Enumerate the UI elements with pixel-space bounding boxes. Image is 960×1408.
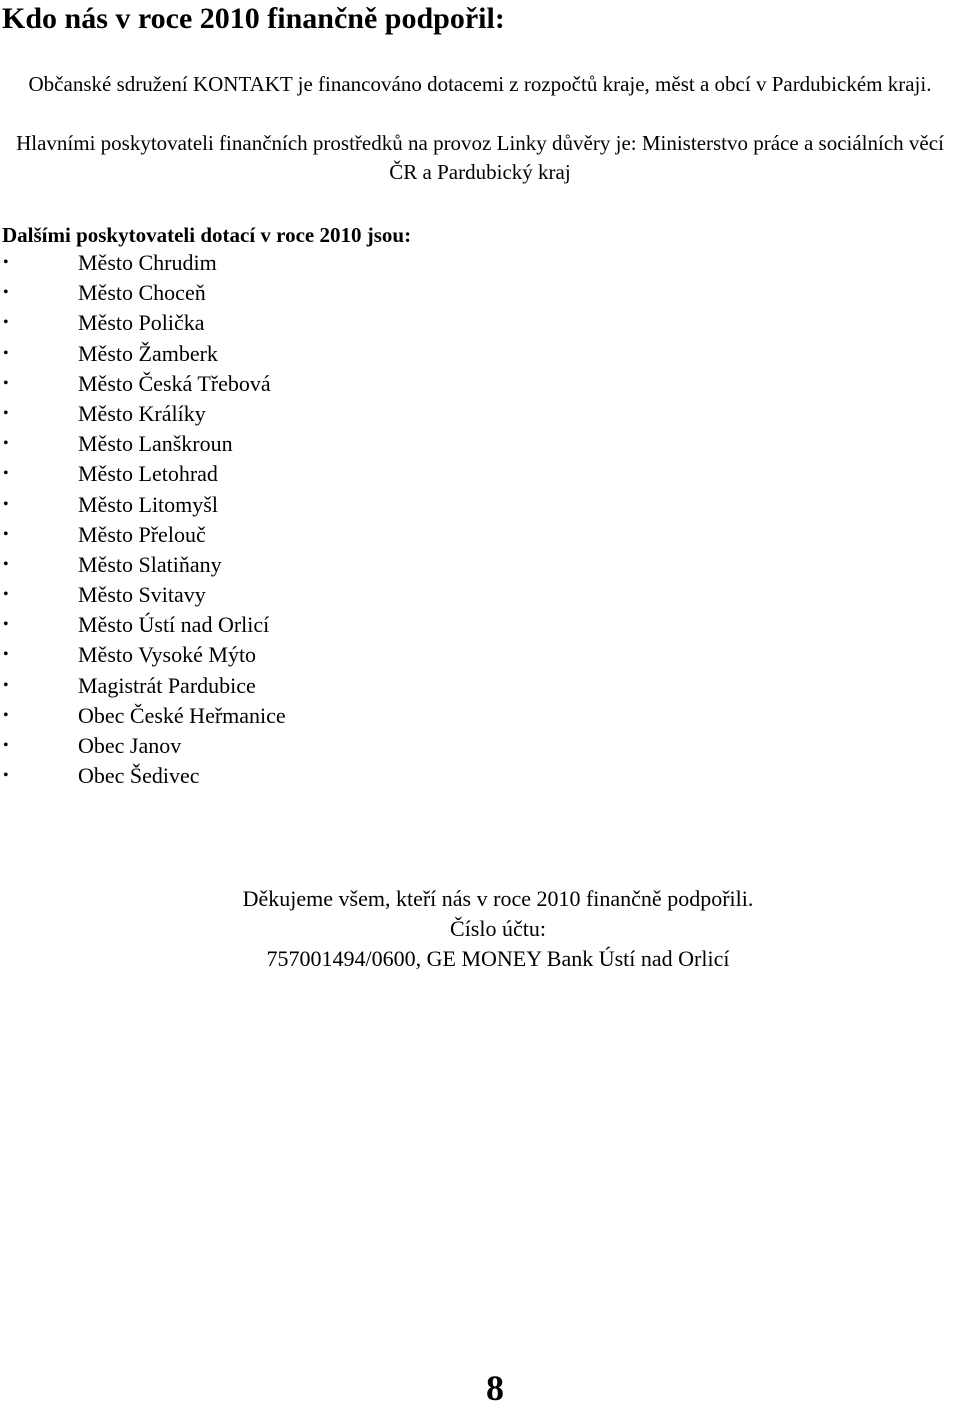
bullet-icon: • bbox=[3, 465, 9, 483]
bullet-icon: • bbox=[3, 344, 9, 362]
bullet-icon: • bbox=[3, 254, 9, 271]
sponsor-name: Město Letohrad bbox=[78, 461, 218, 487]
intro-paragraph-funding: Občanské sdružení KONTAKT je financováno dotacemi z rozpočtů kraje, měst a obcí v Pardubickém kraji. bbox=[28, 72, 932, 96]
sponsor-name: Město Králíky bbox=[78, 400, 206, 426]
account-number: 757001494/0600, GE MONEY Bank Ústí nad Orlicí bbox=[266, 946, 730, 971]
sponsor-name: Město Litomyšl bbox=[78, 491, 218, 517]
sponsor-name: Město Lanškroun bbox=[78, 431, 233, 457]
sponsor-name: Obec Janov bbox=[78, 733, 182, 758]
bullet-icon: • bbox=[3, 284, 9, 302]
page-number: 8 bbox=[486, 1368, 504, 1408]
sponsor-name: Město Česká Třebová bbox=[78, 370, 271, 396]
sponsor-name: Město Přelouč bbox=[78, 521, 206, 547]
sponsor-name: Město Ústí nad Orlicí bbox=[78, 612, 270, 638]
bullet-icon: • bbox=[3, 646, 9, 664]
bullet-icon: • bbox=[3, 314, 9, 332]
sponsor-name: Obec Šedivec bbox=[78, 763, 200, 789]
account-label: Číslo účtu: bbox=[450, 916, 546, 941]
bullet-icon: • bbox=[3, 374, 9, 392]
bullet-icon: • bbox=[3, 525, 9, 543]
bullet-icon: • bbox=[3, 676, 9, 694]
bullet-icon: • bbox=[3, 586, 9, 604]
bullet-icon: • bbox=[3, 767, 9, 785]
sponsor-name: Město Polička bbox=[78, 310, 205, 336]
thanks-block bbox=[0, 884, 960, 974]
sponsor-name: Město Žamberk bbox=[78, 340, 218, 366]
sponsor-name: Magistrát Pardubice bbox=[78, 672, 256, 698]
bullet-icon: • bbox=[3, 616, 9, 634]
sponsor-name: Obec České Heřmanice bbox=[78, 702, 286, 728]
sponsor-name: Město Choceň bbox=[78, 280, 206, 306]
bullet-icon: • bbox=[3, 737, 9, 754]
sponsor-name: Město Vysoké Mýto bbox=[78, 642, 257, 668]
bullet-icon: • bbox=[3, 555, 9, 573]
intro-paragraph-main-providers: Hlavními poskytovateli finančních prostředků na provoz Linky důvěry je: Ministerstvo práce a sociálních věcí ČR a Pardubický kraj bbox=[16, 131, 944, 184]
bullet-icon: • bbox=[3, 706, 9, 724]
sponsor-name: Město Svitavy bbox=[78, 582, 206, 608]
thanks-line: Děkujeme všem, kteří nás v roce 2010 finančně podpořili. bbox=[242, 886, 754, 911]
page-title: Kdo nás v roce 2010 finančně podpořil: bbox=[2, 2, 505, 35]
bullet-icon: • bbox=[3, 495, 9, 513]
sponsor-name: Město Chrudim bbox=[78, 250, 217, 275]
sponsor-name: Město Slatiňany bbox=[78, 551, 222, 577]
bullet-icon: • bbox=[3, 435, 9, 453]
sponsors-heading: Dalšími poskytovateli dotací v roce 2010 jsou: bbox=[2, 223, 412, 247]
bullet-icon: • bbox=[3, 404, 9, 422]
